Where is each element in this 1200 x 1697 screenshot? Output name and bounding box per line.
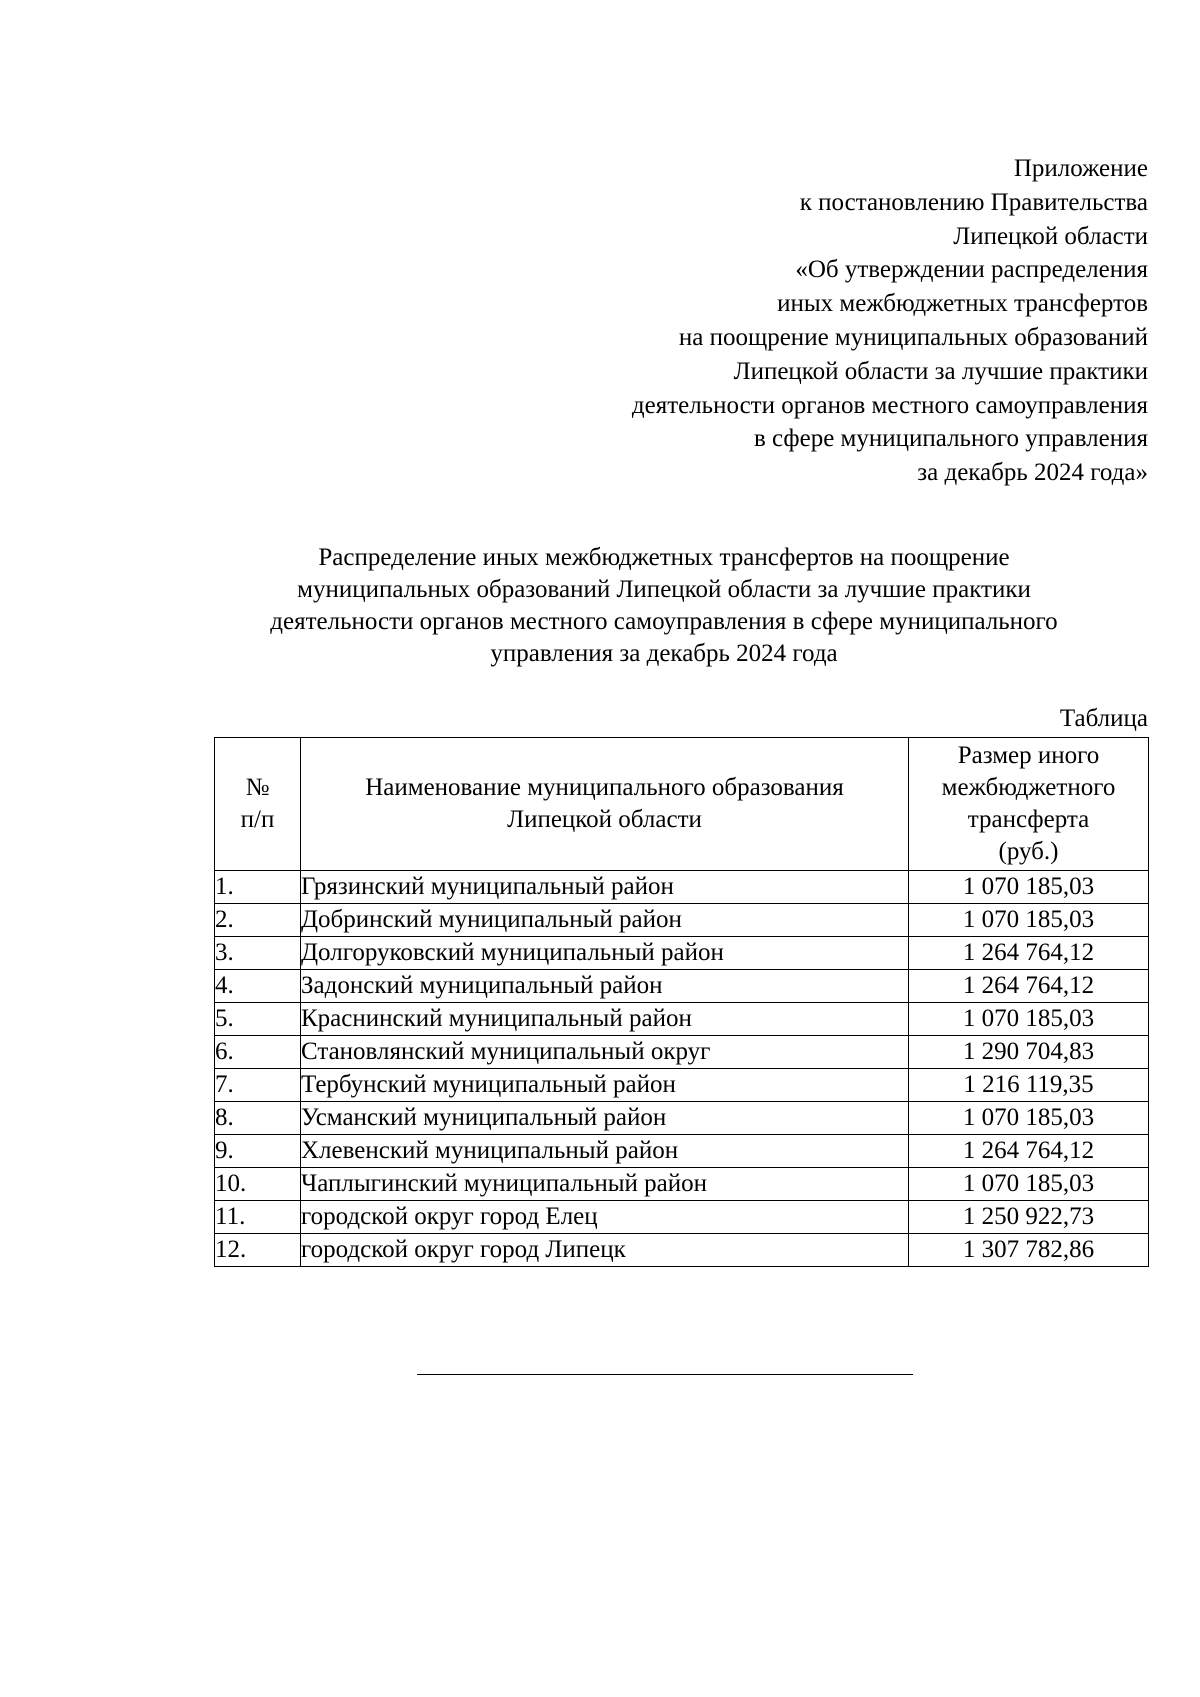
appendix-line: Липецкой области за лучшие практики xyxy=(733,357,1148,385)
closing-divider xyxy=(417,1374,913,1375)
municipality-name: Хлевенский муниципальный район xyxy=(301,1135,909,1168)
row-number: 1. xyxy=(215,871,301,904)
transfer-amount: 1 070 185,03 xyxy=(909,871,1149,904)
header-num xyxy=(215,738,301,871)
municipality-name: городской округ город Елец xyxy=(301,1201,909,1234)
table-row xyxy=(215,1234,1149,1267)
table-row xyxy=(215,937,1149,970)
transfer-amount: 1 070 185,03 xyxy=(909,1168,1149,1201)
table-row xyxy=(215,871,1149,904)
appendix-line: иных межбюджетных трансфертов xyxy=(777,290,1148,318)
header-amount-line: (руб.) xyxy=(998,838,1059,865)
row-number: 9. xyxy=(215,1135,301,1168)
header-amount-line: межбюджетного xyxy=(941,774,1116,801)
transfer-amount: 1 250 922,73 xyxy=(909,1201,1149,1234)
row-number: 4. xyxy=(215,970,301,1003)
row-number: 10. xyxy=(215,1168,301,1201)
municipality-name: Чаплыгинский муниципальный район xyxy=(301,1168,909,1201)
row-number: 5. xyxy=(215,1003,301,1036)
header-num-line: № xyxy=(245,774,270,801)
table-row xyxy=(215,904,1149,937)
title-line: Распределение иных межбюджетных трансфертов на поощрение xyxy=(318,544,1010,571)
transfer-amount: 1 070 185,03 xyxy=(909,1102,1149,1135)
table-row xyxy=(215,1069,1149,1102)
table-row xyxy=(215,970,1149,1003)
transfer-amount: 1 216 119,35 xyxy=(909,1069,1149,1102)
appendix-line: Липецкой области xyxy=(953,222,1148,250)
title-line: деятельности органов местного самоуправления в сфере муниципального xyxy=(270,608,1058,635)
appendix-line: «Об утверждении распределения xyxy=(795,256,1148,284)
table-row xyxy=(215,1003,1149,1036)
row-number: 8. xyxy=(215,1102,301,1135)
appendix-line: в сфере муниципального управления xyxy=(753,425,1148,453)
transfer-amount: 1 070 185,03 xyxy=(909,1003,1149,1036)
table-header-row xyxy=(215,738,1149,871)
transfer-amount: 1 307 782,86 xyxy=(909,1234,1149,1267)
municipality-name: городской округ город Липецк xyxy=(301,1234,909,1267)
header-name xyxy=(301,738,909,871)
municipality-name: Тербунский муниципальный район xyxy=(301,1069,909,1102)
municipality-name: Становлянский муниципальный округ xyxy=(301,1036,909,1069)
appendix-line: на поощрение муниципальных образований xyxy=(678,323,1148,351)
table-row xyxy=(215,1102,1149,1135)
document-title xyxy=(200,542,1128,670)
table-row xyxy=(215,1036,1149,1069)
municipality-name: Усманский муниципальный район xyxy=(301,1102,909,1135)
title-line: муниципальных образований Липецкой области за лучшие практики xyxy=(297,576,1031,603)
header-num-line: п/п xyxy=(240,806,275,833)
row-number: 12. xyxy=(215,1234,301,1267)
row-number: 3. xyxy=(215,937,301,970)
distribution-table xyxy=(214,737,1149,1267)
header-amount xyxy=(909,738,1149,871)
row-number: 6. xyxy=(215,1036,301,1069)
header-amount-line: Размер иного xyxy=(957,742,1100,769)
appendix-line: за декабрь 2024 года» xyxy=(917,459,1148,487)
transfer-amount: 1 264 764,12 xyxy=(909,937,1149,970)
appendix-line: к постановлению Правительства xyxy=(799,188,1148,216)
row-number: 2. xyxy=(215,904,301,937)
table-caption: Таблица xyxy=(1059,705,1148,732)
municipality-name: Краснинский муниципальный район xyxy=(301,1003,909,1036)
municipality-name: Грязинский муниципальный район xyxy=(301,871,909,904)
municipality-name: Задонский муниципальный район xyxy=(301,970,909,1003)
table-row xyxy=(215,1135,1149,1168)
header-name-line: Наименование муниципального образования xyxy=(365,774,844,801)
header-amount-line: трансферта xyxy=(967,806,1090,833)
transfer-amount: 1 290 704,83 xyxy=(909,1036,1149,1069)
transfer-amount: 1 070 185,03 xyxy=(909,904,1149,937)
row-number: 7. xyxy=(215,1069,301,1102)
appendix-block xyxy=(448,152,1148,490)
title-line: управления за декабрь 2024 года xyxy=(490,640,838,667)
municipality-name: Долгоруковский муниципальный район xyxy=(301,937,909,970)
table-row xyxy=(215,1201,1149,1234)
appendix-line: Приложение xyxy=(1013,155,1148,182)
table-row xyxy=(215,1168,1149,1201)
municipality-name: Добринский муниципальный район xyxy=(301,904,909,937)
transfer-amount: 1 264 764,12 xyxy=(909,970,1149,1003)
row-number: 11. xyxy=(215,1201,301,1234)
appendix-line: деятельности органов местного самоуправления xyxy=(631,391,1148,419)
header-name-line: Липецкой области xyxy=(507,806,702,833)
transfer-amount: 1 264 764,12 xyxy=(909,1135,1149,1168)
